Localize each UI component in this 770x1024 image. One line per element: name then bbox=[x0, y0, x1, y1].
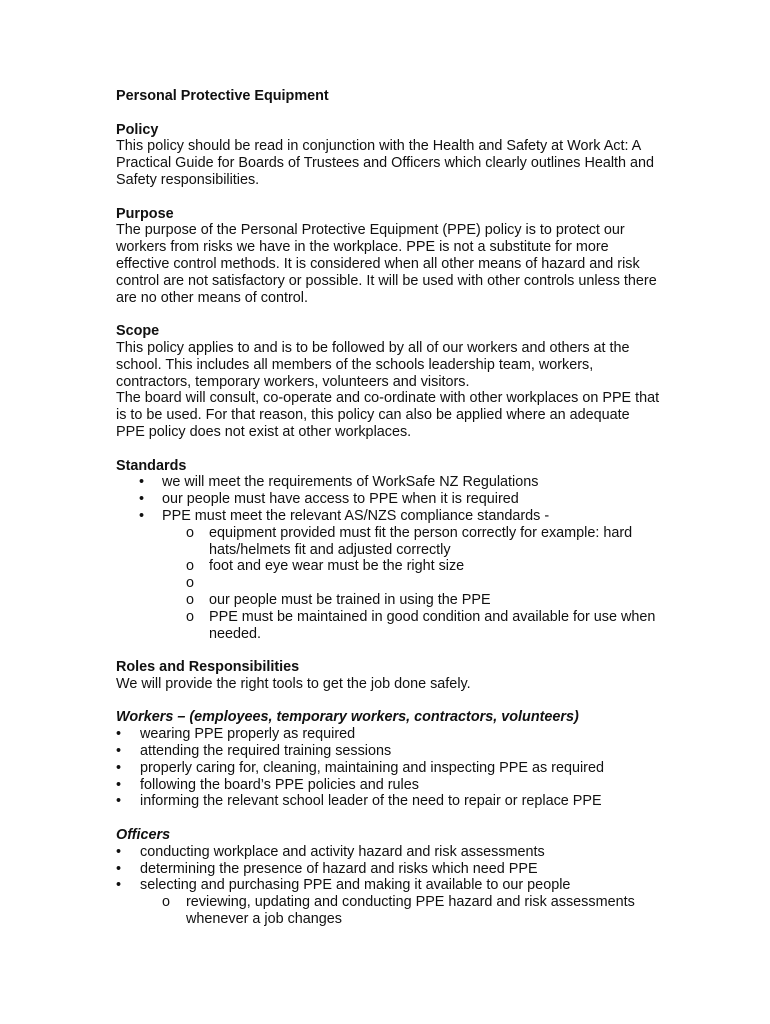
list-item bbox=[116, 575, 661, 592]
officers-sublist bbox=[116, 894, 661, 928]
bullet-disc-icon: • bbox=[139, 507, 145, 524]
standards-sublist bbox=[116, 525, 661, 643]
list-item: • following the board’s PPE policies and rules bbox=[116, 776, 419, 793]
purpose-text: The purpose of the Personal Protective Equipment (PPE) policy is to protect our workers from risks we have in the workplace. PPE is not a substitute for more effective control methods. It is considered when all other means of hazard and risk control are not satisfactory or possible. It will be used with other controls unless there are no other means of control. bbox=[116, 222, 657, 306]
standards-list bbox=[116, 474, 661, 524]
list-item: o equipment provided must fit the person correctly for example: hard hats/helmets fit and adjusted correctly bbox=[186, 524, 633, 558]
bullet-disc-icon: • bbox=[116, 726, 122, 743]
bullet-circle-icon: o bbox=[162, 894, 171, 911]
list-item: • conducting workplace and activity hazard and risk assessments bbox=[116, 843, 545, 860]
workers-heading: Workers – (employees, temporary workers, contractors, volunteers) bbox=[116, 709, 579, 726]
policy-text: This policy should be read in conjunction with the Health and Safety at Work Act: A Practical Guide for Boards of Trustees and Officers which clearly outlines Health and Safety responsibilities. bbox=[116, 138, 655, 188]
bullet-disc-icon: • bbox=[116, 860, 122, 877]
list-item: • our people must have access to PPE when it is required bbox=[139, 491, 519, 508]
list-item: • informing the relevant school leader of the need to repair or replace PPE bbox=[116, 793, 602, 810]
bullet-disc-icon: • bbox=[139, 474, 145, 491]
list-item: • wearing PPE properly as required bbox=[116, 726, 356, 743]
list-item: • we will meet the requirements of WorkSafe NZ Regulations bbox=[139, 474, 539, 491]
bullet-circle-icon: o bbox=[186, 575, 195, 592]
workers-list bbox=[116, 726, 661, 810]
bullet-circle-icon: o bbox=[186, 558, 195, 575]
bullet-disc-icon: • bbox=[116, 793, 122, 810]
policy-heading: Policy bbox=[116, 121, 159, 138]
list-item: • PPE must meet the relevant AS/NZS compliance standards - bbox=[139, 507, 550, 524]
roles-text: We will provide the right tools to get the job done safely. bbox=[116, 675, 471, 692]
list-item: o foot and eye wear must be the right size bbox=[186, 558, 465, 575]
list-item: o reviewing, updating and conducting PPE hazard and risk assessments whenever a job changes bbox=[162, 894, 635, 928]
list-item: • determining the presence of hazard and risks which need PPE bbox=[116, 860, 538, 877]
bullet-disc-icon: • bbox=[116, 776, 122, 793]
scope-heading: Scope bbox=[116, 323, 160, 340]
bullet-circle-icon: o bbox=[186, 608, 195, 625]
standards-heading: Standards bbox=[116, 457, 187, 474]
list-item: o PPE must be maintained in good condition and available for use when needed. bbox=[186, 608, 656, 642]
list-item: • attending the required training sessions bbox=[116, 743, 392, 760]
bullet-disc-icon: • bbox=[116, 843, 122, 860]
bullet-disc-icon: • bbox=[116, 759, 122, 776]
roles-heading: Roles and Responsibilities bbox=[116, 659, 300, 676]
bullet-circle-icon: o bbox=[186, 591, 195, 608]
bullet-circle-icon: o bbox=[186, 524, 195, 541]
bullet-disc-icon: • bbox=[116, 877, 122, 894]
scope-text-1: This policy applies to and is to be followed by all of our workers and others at the school. This includes all members of the schools leadership team, workers, contractors, temporary workers, volunteers and visitors. bbox=[116, 339, 630, 390]
document-title: Personal Protective Equipment bbox=[116, 88, 329, 104]
purpose-heading: Purpose bbox=[116, 205, 174, 222]
bullet-disc-icon: • bbox=[116, 743, 122, 760]
officers-heading: Officers bbox=[116, 827, 171, 844]
list-item: • selecting and purchasing PPE and making it available to our people bbox=[116, 877, 571, 894]
scope-text-2: The board will consult, co-operate and co-ordinate with other workplaces on PPE that is to be used. For that reason, this policy can also be applied where an adequate PPE policy does not exist at other workplaces. bbox=[116, 390, 660, 440]
document-page bbox=[116, 88, 661, 928]
list-item: o our people must be trained in using the PPE bbox=[186, 591, 491, 608]
officers-list bbox=[116, 844, 661, 894]
bullet-disc-icon: • bbox=[139, 491, 145, 508]
list-item: • properly caring for, cleaning, maintaining and inspecting PPE as required bbox=[116, 759, 604, 776]
